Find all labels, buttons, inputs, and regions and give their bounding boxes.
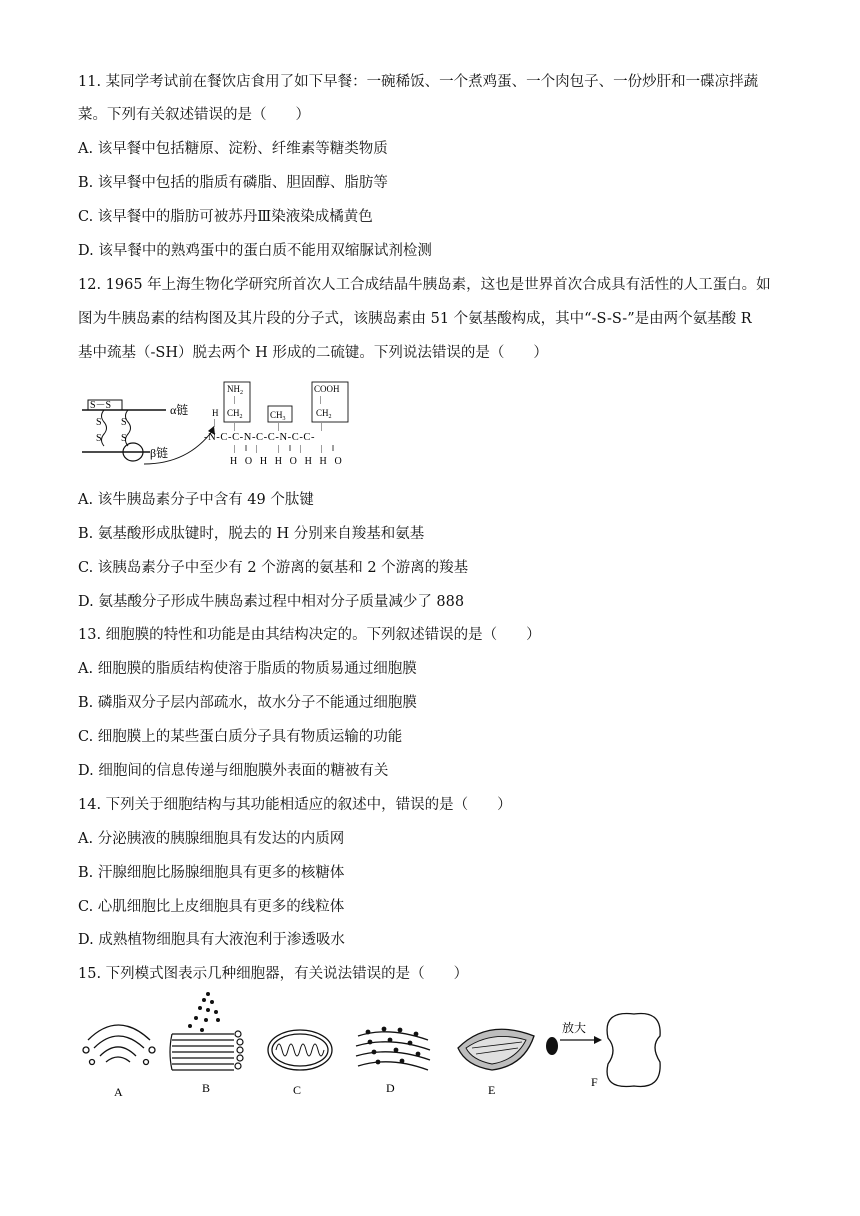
- organelle-f-magnified: [546, 1013, 660, 1086]
- q12-option-c: C. 该胰岛素分子中至少有 2 个游离的氨基和 2 个游离的羧基: [78, 560, 469, 576]
- q14-option-d: D. 成熟植物细胞具有大液泡利于渗透吸水: [78, 932, 345, 948]
- beta-chain-label: β链: [150, 446, 169, 460]
- bond-bar: |: [234, 444, 236, 453]
- bond-bar: |: [321, 422, 323, 431]
- label-f: F: [591, 1075, 598, 1089]
- sulfur-label: S: [121, 433, 127, 444]
- bond-bar: |: [278, 444, 280, 453]
- q13-option-c: C. 细胞膜上的某些蛋白质分子具有物质运输的功能: [78, 729, 403, 745]
- organelle-e-chloroplast: [458, 1029, 534, 1070]
- sulfur-label: S: [96, 417, 102, 428]
- peptide-backbone: -N-C-C-N-C-C-N-C-C-: [204, 432, 316, 443]
- alpha-chain-label: α链: [170, 403, 189, 417]
- q12-stem-line1: 12. 1965 年上海生物化学研究所首次人工合成结晶牛胰岛素，这也是世界首次合成具有活性的人工蛋白。如: [78, 277, 771, 293]
- q15-stem: 15. 下列模式图表示几种细胞器，有关说法错误的是（ ）: [78, 966, 469, 982]
- q11-option-b: B. 该早餐中包括的脂质有磷脂、胆固醇、脂肪等: [78, 175, 388, 191]
- organelle-a-golgi: [83, 1025, 155, 1065]
- label-a: A: [114, 1085, 123, 1099]
- bond-bar: |: [320, 395, 322, 404]
- label-c: C: [293, 1083, 302, 1097]
- bond-bar: |: [278, 422, 280, 431]
- q11-option-a: A. 该早餐中包括糖原、淀粉、纤维素等糖类物质: [78, 141, 388, 157]
- nh2-group: $NH_2$: [227, 384, 243, 396]
- q14-stem: 14. 下列关于细胞结构与其功能相适应的叙述中，错误的是（ ）: [78, 797, 512, 813]
- q11-stem-line1: 11. 某同学考试前在餐饮店食用了如下早餐：一碗稀饭、一个煮鸡蛋、一个肉包子、一份炒肝和一碟凉拌蔬: [78, 74, 759, 90]
- bond-bar: |: [300, 444, 302, 453]
- bond-bar: |: [234, 422, 236, 431]
- cooh-group: COOH: [314, 384, 340, 394]
- bond-bar: |: [256, 444, 258, 453]
- q13-option-a: A. 细胞膜的脂质结构使溶于脂质的物质易通过细胞膜: [78, 661, 417, 677]
- label-d: D: [386, 1081, 395, 1095]
- label-b: B: [202, 1081, 211, 1095]
- q12-stem-line3: 基中巯基（-SH）脱去两个 H 形成的二硫键。下列说法错误的是（ ）: [78, 345, 548, 361]
- backbone-bottom-atoms: H O H H O H H O: [230, 456, 345, 467]
- q11-option-d: D. 该早餐中的熟鸡蛋中的蛋白质不能用双缩脲试剂检测: [78, 243, 432, 259]
- h-atom: H: [212, 408, 219, 418]
- q12-option-b: B. 氨基酸形成肽键时，脱去的 H 分别来自羧基和氨基: [78, 526, 425, 542]
- q12-option-a: A. 该牛胰岛素分子中含有 49 个肽键: [78, 492, 314, 508]
- q13-option-b: B. 磷脂双分子层内部疏水，故水分子不能通过细胞膜: [78, 695, 417, 711]
- organelle-c-mitochondrion: [268, 1030, 332, 1070]
- q14-option-a: A. 分泌胰液的胰腺细胞具有发达的内质网: [78, 831, 345, 847]
- double-bond: ‖: [332, 444, 335, 453]
- disulfide-link-1: [102, 410, 107, 446]
- q12-stem-line2: 图为牛胰岛素的结构图及其片段的分子式，该胰岛素由 51 个氨基酸构成，其中“-S-S-”是由两个氨基酸 R: [78, 311, 752, 327]
- double-bond: ‖: [245, 444, 248, 453]
- backbone-bonds: [234, 444, 334, 453]
- ch2-group: $CH_2$: [316, 408, 332, 420]
- sulfur-label: S: [96, 433, 102, 444]
- q13-stem: 13. 细胞膜的特性和功能是由其结构决定的。下列叙述错误的是（ ）: [78, 627, 541, 643]
- intrachain-disulfide-label: S－S: [90, 400, 112, 411]
- zoom-label: 放大: [562, 1021, 587, 1035]
- sulfur-label: S: [121, 417, 127, 428]
- label-e: E: [488, 1083, 496, 1097]
- insulin-structure-figure: [78, 378, 378, 470]
- q13-option-d: D. 细胞间的信息传递与细胞膜外表面的糖被有关: [78, 763, 389, 779]
- q12-option-d: D. 氨基酸分子形成牛胰岛素过程中相对分子质量减少了 888: [78, 594, 465, 610]
- q11-option-c: C. 该早餐中的脂肪可被苏丹Ⅲ染液染成橘黄色: [78, 209, 373, 225]
- double-bond: ‖: [289, 444, 292, 453]
- organelle-d-rough-er: [356, 1027, 430, 1070]
- organelle-b-stack: [170, 992, 243, 1070]
- ch2-group: $CH_2$: [227, 408, 243, 420]
- bond-bar: |: [321, 444, 323, 453]
- organelle-figure: [78, 990, 678, 1100]
- q14-option-c: C. 心肌细胞比上皮细胞具有更多的线粒体: [78, 899, 345, 915]
- bond-bar: |: [214, 418, 216, 427]
- bond-bar: |: [234, 395, 236, 404]
- q14-option-b: B. 汗腺细胞比肠腺细胞具有更多的核糖体: [78, 865, 345, 881]
- q11-stem-line2: 菜。下列有关叙述错误的是（ ）: [78, 107, 310, 123]
- ch3-group: $CH_3$: [270, 410, 286, 422]
